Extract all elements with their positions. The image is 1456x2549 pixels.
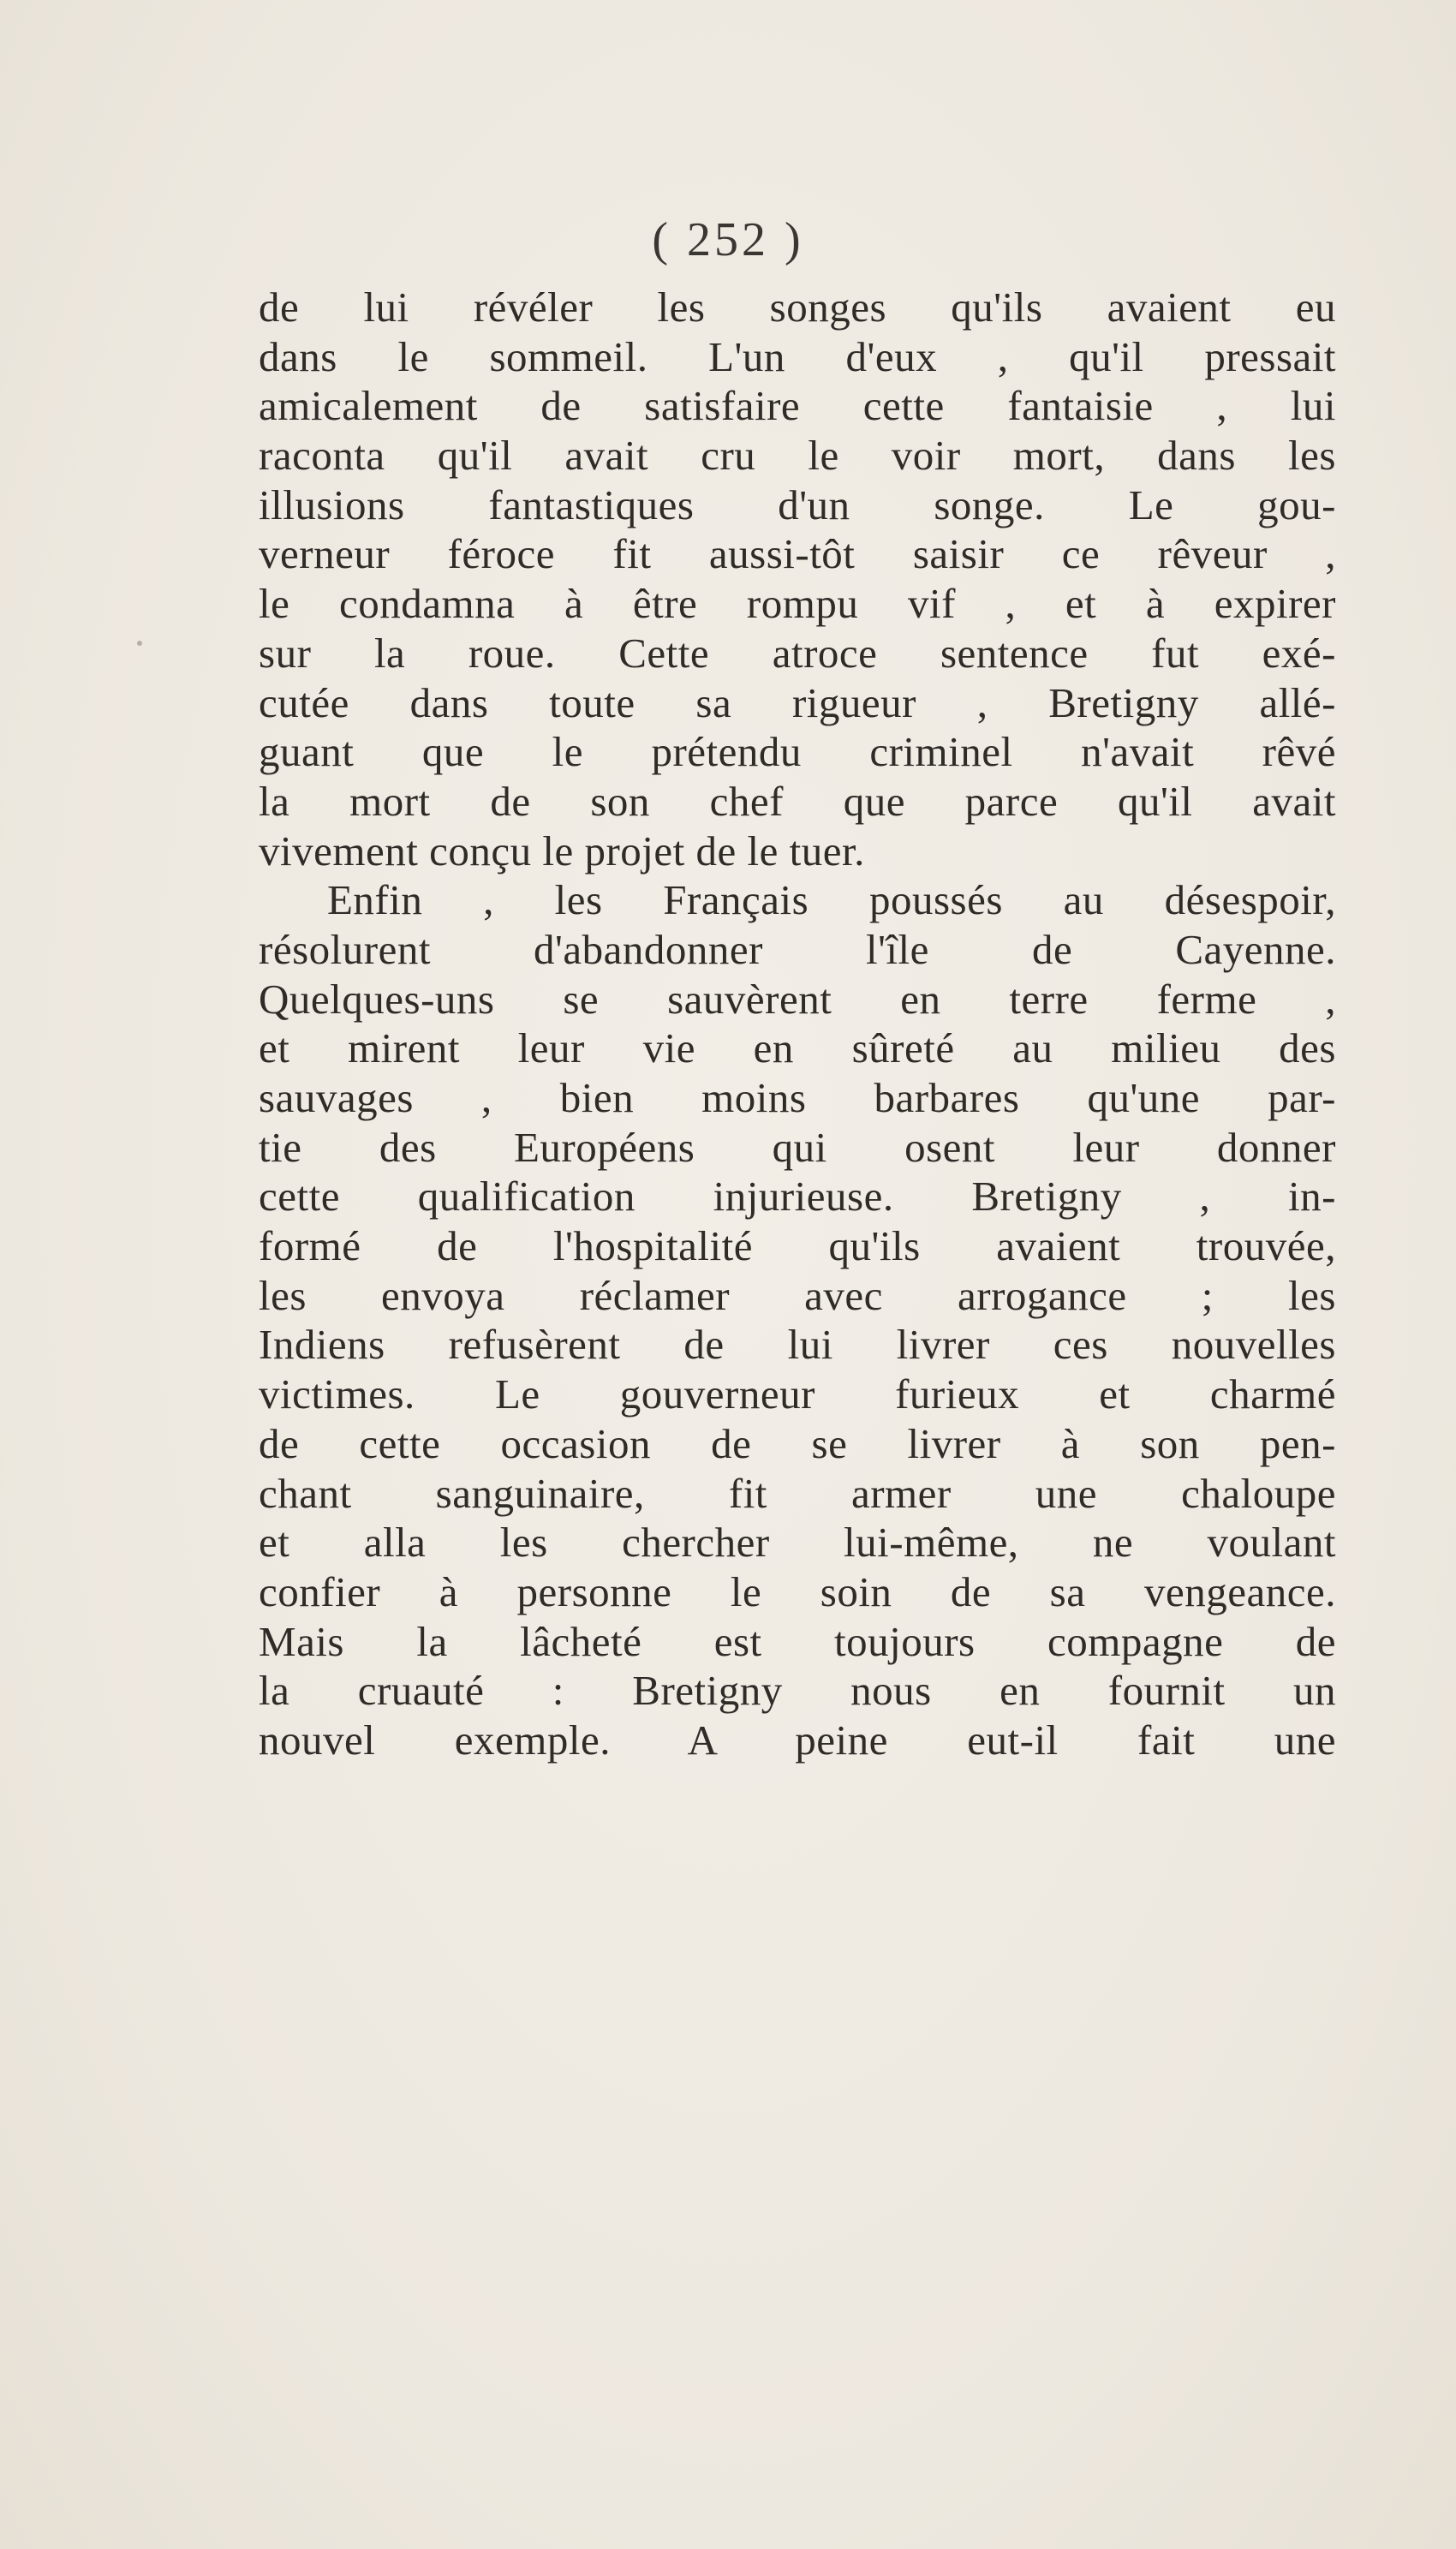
paragraph-start-line: Enfin , les Français poussés au désespoir, [327,876,1336,924]
text-line: tie des Européens qui osent leur donner [259,1123,1336,1171]
text-line: sauvages , bien moins barbares qu'une par- [259,1074,1336,1121]
margin-speck [137,641,142,646]
text-line: les envoya réclamer avec arrogance ; les [259,1271,1336,1319]
text-line: le condamna à être rompu vif , et à expirer [259,580,1336,628]
text-line: verneur féroce fit aussi-tôt saisir ce rêveur , [259,530,1336,578]
text-line: cutée dans toute sa rigueur , Bretigny allé- [259,678,1336,726]
paragraph-end-line: vivement conçu le projet de le tuer. [259,827,865,875]
text-line: chant sanguinaire, fit armer une chaloupe [259,1469,1336,1517]
text-line: guant que le prétendu criminel n'avait rêvé [259,728,1336,776]
text-line: Mais la lâcheté est toujours compagne de [259,1617,1336,1665]
text-line: Indiens refusèrent de lui livrer ces nouvelles [259,1321,1336,1369]
text-line: raconta qu'il avait cru le voir mort, dans les [259,432,1336,480]
text-line: résolurent d'abandonner l'île de Cayenne. [259,925,1336,973]
text-line: Quelques-uns se sauvèrent en terre ferme , [259,975,1336,1023]
text-line: amicalement de satisfaire cette fantaisie , lui [259,382,1336,430]
text-line: dans le sommeil. L'un d'eux , qu'il pressait [259,332,1336,380]
text-line: de lui révéler les songes qu'ils avaient eu [259,284,1336,331]
text-line: formé de l'hospitalité qu'ils avaient trouvée, [259,1222,1336,1270]
text-line: de cette occasion de se livrer à son pen- [259,1419,1336,1467]
text-line: sur la roue. Cette atroce sentence fut exé- [259,629,1336,677]
body-text [259,283,1336,1765]
page-number: ( 252 ) [652,213,804,266]
text-line: et mirent leur vie en sûreté au milieu des [259,1024,1336,1072]
text-line: la mort de son chef que parce qu'il avait [259,777,1336,825]
text-line: illusions fantastiques d'un songe. Le gou- [259,481,1336,528]
text-line: nouvel exemple. A peine eut-il fait une [259,1716,1336,1764]
text-line: la cruauté : Bretigny nous en fournit un [259,1667,1336,1715]
text-line: et alla les chercher lui-même, ne voulant [259,1519,1336,1567]
text-line: cette qualification injurieuse. Bretigny , in- [259,1173,1336,1221]
text-line: confier à personne le soin de sa vengeance. [259,1567,1336,1615]
text-line: victimes. Le gouverneur furieux et charmé [259,1370,1336,1418]
